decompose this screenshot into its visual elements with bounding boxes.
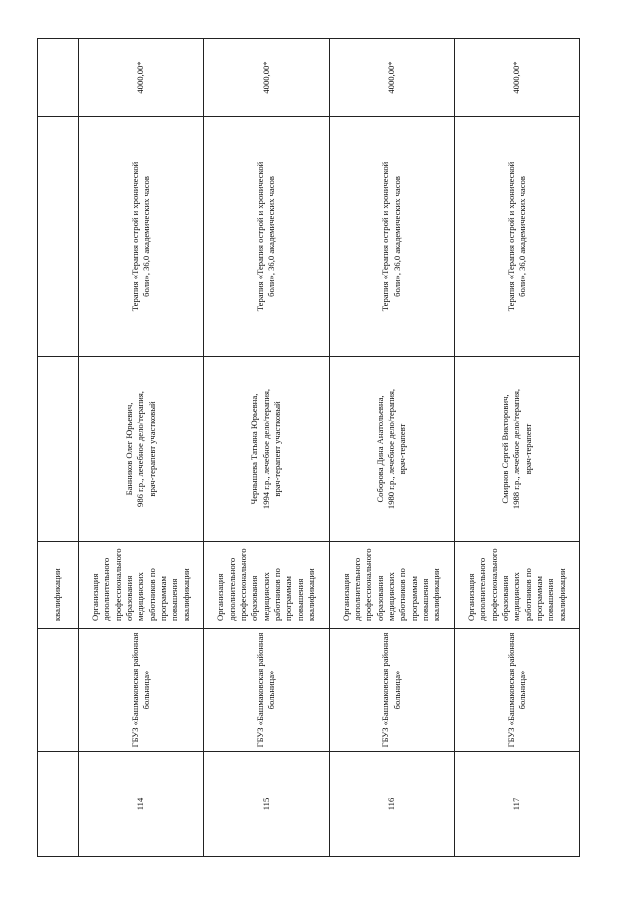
employee-line: врач-терапевт <box>522 423 533 475</box>
header-type-cell: квалификации <box>38 542 79 629</box>
continued-header-row <box>38 39 79 857</box>
employee-line: Соборова Дина Анатольевна, <box>374 395 385 503</box>
employee-line: 1988 г.р., лечебное дело/терапия, <box>511 388 522 510</box>
training-type-line: квалификации <box>306 568 317 621</box>
employee-line: врач-терапевт участковый <box>146 401 157 497</box>
training-type-line: медицинских <box>511 572 522 621</box>
organization-cell: ГБУЗ «Башмаковская районная больница» <box>454 629 579 752</box>
training-type-line: профессионального <box>112 548 123 621</box>
document-page <box>37 39 580 857</box>
training-type-line: программам <box>408 576 419 621</box>
cost-cell: 4000,00* <box>329 39 454 117</box>
cost-cell: 4000,00* <box>79 39 204 117</box>
course-line: боли», 36,0 академических часов <box>266 176 277 297</box>
training-type-line: дополнительного <box>351 557 362 621</box>
training-type-line: Организация <box>215 573 226 621</box>
row-number-cell: 115 <box>204 752 329 857</box>
employee-cell <box>454 357 579 542</box>
training-table <box>37 38 580 857</box>
row-number-cell: 117 <box>454 752 579 857</box>
employee-line: врач-терапевт <box>397 423 408 475</box>
employee-cell <box>79 357 204 542</box>
header-person-cell <box>38 357 79 542</box>
training-type-line: программам <box>533 576 544 621</box>
course-line: Терапия «Терапия острой и хронической <box>380 161 391 312</box>
training-type-cell <box>329 542 454 629</box>
training-type-line: квалификации <box>431 568 442 621</box>
employee-line: 1994 г.р., лечебное дело/терапия, <box>260 388 271 510</box>
training-type-line: Организация <box>90 573 101 621</box>
training-type-line: квалификации <box>556 568 567 621</box>
training-type-line: повышения <box>169 578 180 621</box>
training-type-line: повышения <box>294 578 305 621</box>
course-line: Терапия «Терапия острой и хронической <box>505 161 516 312</box>
course-line: Терапия «Терапия острой и хронической <box>255 161 266 312</box>
training-type-line: медицинских <box>385 572 396 621</box>
employee-line: 1980 г.р., лечебное дело/терапия, <box>385 388 396 510</box>
training-type-line: Организация <box>465 573 476 621</box>
training-type-line: повышения <box>419 578 430 621</box>
header-cost-cell <box>38 39 79 117</box>
training-type-line: работников по <box>522 568 533 621</box>
training-type-line: профессионального <box>363 548 374 621</box>
row-number-cell: 114 <box>79 752 204 857</box>
table-row <box>329 39 454 857</box>
training-type-line: медицинских <box>135 572 146 621</box>
cost-cell: 4000,00* <box>204 39 329 117</box>
header-num-cell <box>38 752 79 857</box>
course-cell <box>79 117 204 357</box>
training-type-line: работников по <box>397 568 408 621</box>
header-org-cell <box>38 629 79 752</box>
employee-line: Смирнов Сергей Викторович, <box>499 394 510 504</box>
organization-cell: ГБУЗ «Башмаковская районная больница» <box>204 629 329 752</box>
employee-cell <box>204 357 329 542</box>
training-type-line: дополнительного <box>101 557 112 621</box>
training-type-line: дополнительного <box>477 557 488 621</box>
course-cell <box>454 117 579 357</box>
course-line: боли», 36,0 академических часов <box>141 176 152 297</box>
employee-line: 986 г.р., лечебное дело/терапия, <box>135 391 146 507</box>
training-type-line: квалификации <box>180 568 191 621</box>
training-type-line: образования <box>374 575 385 621</box>
row-number-cell: 116 <box>329 752 454 857</box>
training-type-line: медицинских <box>260 572 271 621</box>
course-cell <box>329 117 454 357</box>
training-type-line: повышения <box>545 578 556 621</box>
employee-line: Банников Олег Юрьевич, <box>124 402 135 496</box>
training-type-cell <box>204 542 329 629</box>
training-type-cell <box>79 542 204 629</box>
table-row <box>204 39 329 857</box>
training-type-line: образования <box>124 575 135 621</box>
employee-cell <box>329 357 454 542</box>
employee-line: Чернышева Татьяна Юрьевна, <box>249 393 260 505</box>
header-course-cell <box>38 117 79 357</box>
training-type-line: работников по <box>146 568 157 621</box>
training-type-line: работников по <box>272 568 283 621</box>
course-line: боли», 36,0 академических часов <box>391 176 402 297</box>
cost-cell: 4000,00* <box>454 39 579 117</box>
training-type-line: профессионального <box>238 548 249 621</box>
training-type-line: образования <box>249 575 260 621</box>
table-row <box>79 39 204 857</box>
table-row <box>454 39 579 857</box>
training-type-line: образования <box>499 575 510 621</box>
rotated-table-wrapper <box>37 39 580 857</box>
training-type-line: дополнительного <box>226 557 237 621</box>
course-line: Терапия «Терапия острой и хронической <box>129 161 140 312</box>
course-cell <box>204 117 329 357</box>
organization-cell: ГБУЗ «Башмаковская районная больница» <box>329 629 454 752</box>
training-type-line: программам <box>158 576 169 621</box>
course-line: боли», 36,0 академических часов <box>516 176 527 297</box>
training-type-cell <box>454 542 579 629</box>
organization-cell: ГБУЗ «Башмаковская районная больница» <box>79 629 204 752</box>
training-type-line: Организация <box>340 573 351 621</box>
employee-line: врач-терапевт участковый <box>272 401 283 497</box>
training-type-line: профессионального <box>488 548 499 621</box>
training-type-line: программам <box>283 576 294 621</box>
